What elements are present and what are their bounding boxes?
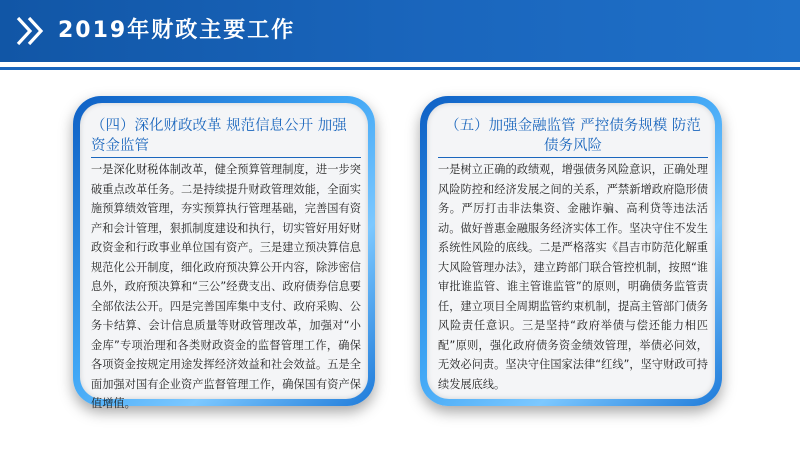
card-heading: （五）加强金融监管 严控债务规模 防范债务风险 (438, 116, 708, 158)
header-bar (0, 0, 800, 62)
card-body: 一是树立正确的政绩观，增强债务风险意识，正确处理风险防控和经济发展之间的关系，严禁新增政府隐形债务。严厉打击非法集资、金融诈骗、高利贷等违法活动。做好普惠金融服务经济实体工作。坚决守住不发生系统性风险的底线。二是严格落实《昌吉市防范化解重大风险管理办法》，建立跨部门联合管控机制，按照“谁审批谁监管、谁主管谁监管”的原则，明确债务监管责任，建立项目全周期监管约束机制，提高主管部门债务风险责任意识。三是坚持“政府举债与偿还能力相匹配”原则，强化政府债务资金绩效管理，举债必问效，无效必问责。坚决守住国家法律“红线”，坚守财政可持续发展底线。 (438, 163, 708, 391)
double-chevron-right-icon (14, 14, 46, 48)
header-divider (0, 67, 800, 70)
card-body: 一是深化财税体制改革，健全预算管理制度，进一步突破重点改革任务。二是持续提升财政管理效能，全面实施预算绩效管理，夯实预算执行管理基础，完善国有资产和会计管理，狠抓制度建设和执行，切实管好用好财政资金和行政事业单位国有资产。三是建立预决算信息规范化公开制度，细化政府预决算公开内容，除涉密信息外，政府预决算和“三公”经费支出、政府债券信息要全部依法公开。四是完善国库集中支付、政府采购、公务卡结算、会计信息质量等财政管理改革，加强对“小金库”专项治理和各类财政资金的监督管理工作，确保各项资金按规定用途发挥经济效益和社会效益。五是全面加强对国有企业资产监督管理工作，确保国有资产保值增值。 (91, 163, 361, 410)
card-content (438, 116, 708, 394)
page-title: 2019年财政主要工作 (58, 18, 296, 43)
card-content (91, 116, 361, 414)
finance-card (420, 96, 722, 406)
card-heading: （四）深化财政改革 规范信息公开 加强资金监管 (91, 116, 361, 158)
reform-card (73, 96, 375, 410)
